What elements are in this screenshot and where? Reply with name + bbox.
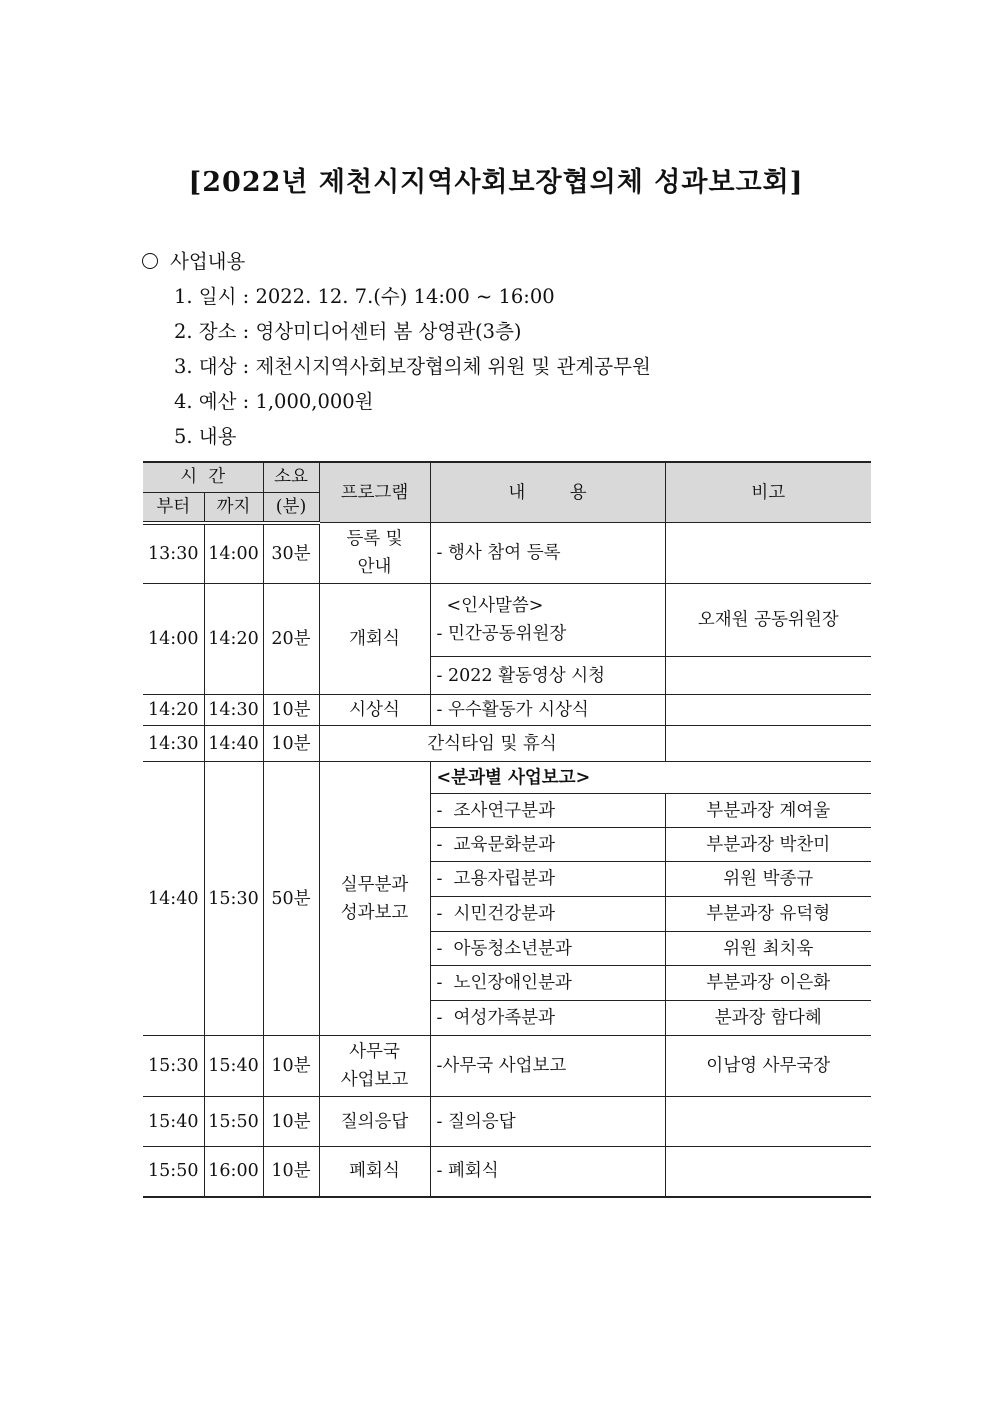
- cell-note: 부분과장 유덕형: [665, 897, 871, 932]
- cell-note: 분과장 함다혜: [665, 1001, 871, 1036]
- cell-merged-program: 간식타임 및 휴식: [319, 726, 665, 762]
- section-heading-text: 사업내용: [170, 250, 246, 273]
- cell-duration: 50분: [263, 762, 319, 1036]
- header-to: 까지: [204, 492, 263, 523]
- cell-from: 15:50: [143, 1147, 204, 1197]
- document-title: [2022년 제천시지역사회보장협의체 성과보고회]: [188, 167, 804, 198]
- program-line: 성과보고: [340, 902, 409, 923]
- detail-list: [174, 282, 651, 457]
- cell-to: 15:50: [204, 1097, 263, 1147]
- cell-program: [319, 762, 430, 1036]
- cell-note: 부분과장 계여울: [665, 794, 871, 828]
- cell-program: 개회식: [319, 584, 430, 695]
- program-line: 사무국: [349, 1042, 400, 1062]
- list-item: 5. 내용: [174, 425, 237, 448]
- cell-note: [665, 695, 871, 726]
- cell-content: - 2022 활동영상 시청: [430, 657, 665, 695]
- table-row: [143, 1147, 871, 1197]
- cell-from: 14:40: [143, 762, 204, 1036]
- cell-duration: 10분: [263, 726, 319, 762]
- cell-content: - 폐회식: [430, 1147, 665, 1197]
- table-row: [143, 584, 871, 657]
- cell-from: 13:30: [143, 523, 204, 584]
- program-line: 사업보고: [340, 1070, 409, 1090]
- cell-to: 14:00: [204, 523, 263, 584]
- cell-note: 이남영 사무국장: [665, 1036, 871, 1097]
- cell-content: - 교육문화분과: [430, 828, 665, 862]
- cell-to: 14:20: [204, 584, 263, 695]
- list-item: 3. 대상 : 제천시지역사회보장협의체 위원 및 관계공무원: [174, 355, 651, 378]
- cell-to: 16:00: [204, 1147, 263, 1197]
- header-duration-bottom: (분): [263, 492, 319, 523]
- table-row: [143, 1036, 871, 1097]
- cell-duration: 10분: [263, 1147, 319, 1197]
- cell-content: - 조사연구분과: [430, 794, 665, 828]
- cell-note: 위원 박종규: [665, 862, 871, 897]
- cell-content: - 아동청소년분과: [430, 932, 665, 966]
- cell-program: 질의응답: [319, 1097, 430, 1147]
- header-duration-top: 소요: [263, 462, 319, 492]
- cell-content: - 질의응답: [430, 1097, 665, 1147]
- section-heading: [142, 246, 245, 274]
- cell-duration: 10분: [263, 1097, 319, 1147]
- table-row: [143, 1097, 871, 1147]
- header-from: 부터: [143, 492, 204, 523]
- cell-section-heading: <분과별 사업보고>: [430, 762, 871, 794]
- cell-from: 15:30: [143, 1036, 204, 1097]
- cell-from: 15:40: [143, 1097, 204, 1147]
- cell-program: 폐회식: [319, 1147, 430, 1197]
- table-row: [143, 762, 871, 794]
- cell-content: - 시민건강분과: [430, 897, 665, 932]
- cell-program: [319, 523, 430, 584]
- list-item: 2. 장소 : 영상미디어센터 봄 상영관(3층): [174, 320, 522, 343]
- cell-note: [665, 523, 871, 584]
- header-time: 시 간: [143, 462, 263, 492]
- cell-to: 15:30: [204, 762, 263, 1036]
- program-line: 등록 및: [346, 529, 403, 549]
- header-note: 비고: [665, 462, 871, 523]
- cell-content: -사무국 사업보고: [430, 1036, 665, 1097]
- cell-duration: 10분: [263, 1036, 319, 1097]
- table-row: [143, 726, 871, 762]
- cell-note: 부분과장 박찬미: [665, 828, 871, 862]
- header-content: 내 용: [430, 462, 665, 523]
- content-line: - 민간공동위원장: [436, 624, 567, 644]
- table-header-row: [143, 462, 871, 492]
- cell-note: [665, 726, 871, 762]
- cell-note: [665, 1147, 871, 1197]
- content-line: <인사말씀>: [446, 596, 544, 616]
- table-row: [143, 523, 871, 584]
- cell-content: - 고용자립분과: [430, 862, 665, 897]
- list-item: 1. 일시 : 2022. 12. 7.(수) 14:00 ~ 16:00: [174, 285, 555, 308]
- cell-content: - 여성가족분과: [430, 1001, 665, 1036]
- schedule-table: [143, 461, 871, 1198]
- cell-note: [665, 1097, 871, 1147]
- program-line: 안내: [357, 557, 392, 577]
- list-item: 4. 예산 : 1,000,000원: [174, 390, 374, 413]
- cell-to: 14:40: [204, 726, 263, 762]
- cell-program: [319, 1036, 430, 1097]
- cell-note: [665, 657, 871, 695]
- cell-program: 시상식: [319, 695, 430, 726]
- cell-from: 14:20: [143, 695, 204, 726]
- cell-content: - 행사 참여 등록: [430, 523, 665, 584]
- header-program: 프로그램: [319, 462, 430, 523]
- cell-duration: 20분: [263, 584, 319, 695]
- cell-from: 14:00: [143, 584, 204, 695]
- cell-note: 부분과장 이은화: [665, 966, 871, 1001]
- cell-note: 위원 최치욱: [665, 932, 871, 966]
- cell-content: - 우수활동가 시상식: [430, 695, 665, 726]
- table-row: [143, 695, 871, 726]
- cell-content: [430, 584, 665, 657]
- cell-duration: 10분: [263, 695, 319, 726]
- cell-content: - 노인장애인분과: [430, 966, 665, 1001]
- cell-note: 오재원 공동위원장: [665, 584, 871, 657]
- cell-from: 14:30: [143, 726, 204, 762]
- cell-duration: 30분: [263, 523, 319, 584]
- circle-bullet-icon: [142, 253, 158, 269]
- cell-to: 15:40: [204, 1036, 263, 1097]
- cell-to: 14:30: [204, 695, 263, 726]
- program-line: 실무분과: [340, 874, 409, 895]
